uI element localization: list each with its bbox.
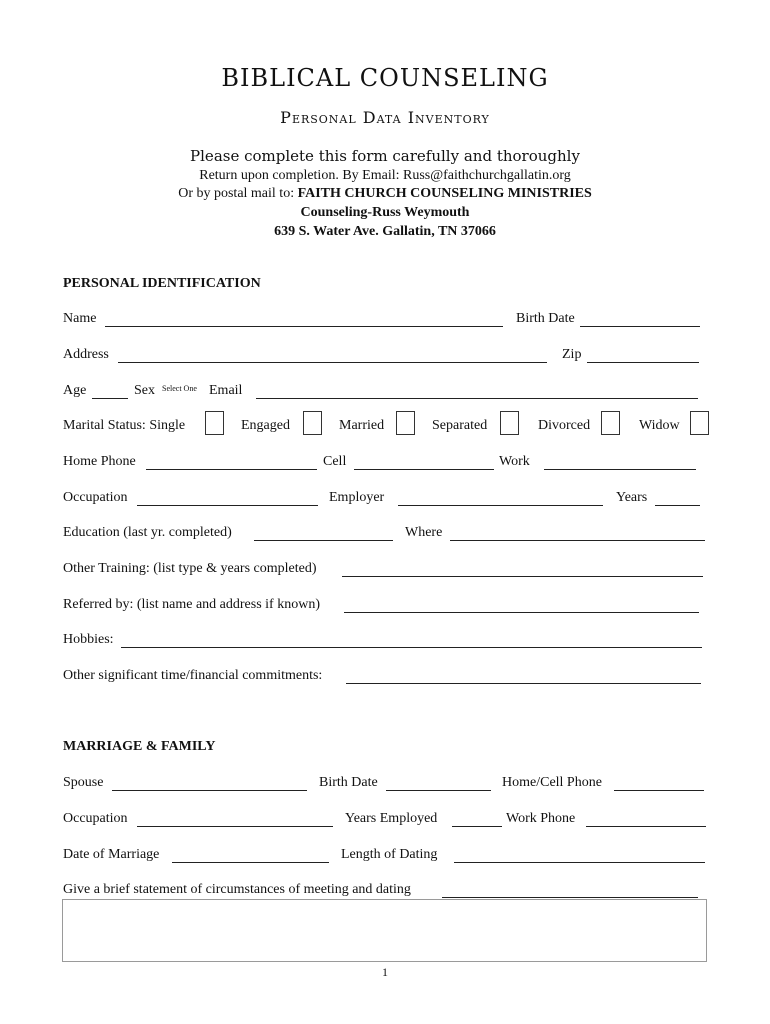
- address-line: 639 S. Water Ave. Gallatin, TN 37066: [274, 224, 496, 239]
- employer-field[interactable]: [398, 505, 603, 506]
- work-phone-label: Work Phone: [506, 811, 576, 826]
- name-field[interactable]: [105, 326, 503, 327]
- section-marriage-family: MARRIAGE & FAMILY: [63, 739, 216, 754]
- spouse-field[interactable]: [112, 790, 307, 791]
- postal-org: FAITH CHURCH COUNSELING MINISTRIES: [297, 186, 592, 201]
- spouse-birth-date-field[interactable]: [386, 790, 491, 791]
- birth-date-field[interactable]: [580, 326, 700, 327]
- marital-option-widow: Widow: [639, 418, 680, 433]
- form-subtitle: Personal Data Inventory: [280, 108, 490, 127]
- years-employed-field[interactable]: [452, 826, 502, 827]
- other-training-field[interactable]: [342, 576, 703, 577]
- cell-label: Cell: [323, 454, 347, 469]
- length-of-dating-label: Length of Dating: [341, 847, 438, 862]
- address-label: Address: [63, 347, 109, 362]
- cell-field[interactable]: [354, 469, 494, 470]
- occupation-label: Occupation: [63, 490, 128, 505]
- form-instruction: Please complete this form carefully and thoroughly: [190, 147, 580, 165]
- email-label: Email: [209, 383, 243, 398]
- return-line: Return upon completion. By Email: Russ@faithchurchgallatin.org: [199, 168, 571, 183]
- hobbies-field[interactable]: [121, 647, 702, 648]
- sex-label: Sex: [134, 383, 155, 398]
- marital-status-label: Marital Status: Single: [63, 418, 186, 433]
- contact-line: Counseling-Russ Weymouth: [300, 205, 470, 220]
- referred-by-field[interactable]: [344, 612, 699, 613]
- other-training-label: Other Training: (list type & years completed): [63, 561, 317, 576]
- marital-option-married: Married: [339, 418, 385, 433]
- page-number: 1: [382, 965, 388, 979]
- sex-select[interactable]: Select One: [162, 384, 197, 393]
- commitments-label: Other significant time/financial commitments:: [63, 668, 323, 683]
- checkbox-married[interactable]: [396, 411, 415, 435]
- postal-prefix: Or by postal mail to:: [178, 186, 298, 201]
- years-field[interactable]: [655, 505, 700, 506]
- checkbox-single[interactable]: [205, 411, 224, 435]
- spouse-phone-label: Home/Cell Phone: [502, 775, 602, 790]
- marital-option-divorced: Divorced: [538, 418, 591, 433]
- education-label: Education (last yr. completed): [63, 525, 232, 540]
- occupation-field[interactable]: [137, 505, 318, 506]
- statement-textarea[interactable]: [62, 899, 707, 962]
- spouse-phone-field[interactable]: [614, 790, 704, 791]
- form-title: BIBLICAL COUNSELING: [221, 64, 549, 92]
- length-of-dating-field[interactable]: [454, 862, 705, 863]
- marital-option-separated: Separated: [432, 418, 488, 433]
- spouse-occupation-field[interactable]: [137, 826, 333, 827]
- spouse-occupation-label: Occupation: [63, 811, 128, 826]
- home-phone-field[interactable]: [146, 469, 317, 470]
- name-label: Name: [63, 311, 97, 326]
- where-label: Where: [405, 525, 443, 540]
- statement-label: Give a brief statement of circumstances of meeting and dating: [63, 882, 411, 897]
- work-phone-field[interactable]: [586, 826, 706, 827]
- address-field[interactable]: [118, 362, 547, 363]
- age-field[interactable]: [92, 398, 128, 399]
- section-personal-identification: PERSONAL IDENTIFICATION: [63, 276, 261, 291]
- work-field[interactable]: [544, 469, 696, 470]
- birth-date-label: Birth Date: [516, 311, 575, 326]
- work-label: Work: [499, 454, 530, 469]
- checkbox-engaged[interactable]: [303, 411, 322, 435]
- education-field[interactable]: [254, 540, 393, 541]
- spouse-birth-date-label: Birth Date: [319, 775, 378, 790]
- years-label: Years: [616, 490, 648, 505]
- checkbox-widow[interactable]: [690, 411, 709, 435]
- date-of-marriage-field[interactable]: [172, 862, 329, 863]
- zip-label: Zip: [562, 347, 582, 362]
- commitments-field[interactable]: [346, 683, 701, 684]
- years-employed-label: Years Employed: [345, 811, 438, 826]
- postal-line: [0, 186, 770, 202]
- email-field[interactable]: [256, 398, 698, 399]
- home-phone-label: Home Phone: [63, 454, 136, 469]
- employer-label: Employer: [329, 490, 385, 505]
- date-of-marriage-label: Date of Marriage: [63, 847, 160, 862]
- where-field[interactable]: [450, 540, 705, 541]
- checkbox-divorced[interactable]: [601, 411, 620, 435]
- checkbox-separated[interactable]: [500, 411, 519, 435]
- referred-by-label: Referred by: (list name and address if known): [63, 597, 320, 612]
- age-label: Age: [63, 383, 87, 398]
- zip-field[interactable]: [587, 362, 699, 363]
- marital-option-engaged: Engaged: [241, 418, 290, 433]
- spouse-label: Spouse: [63, 775, 104, 790]
- hobbies-label: Hobbies:: [63, 632, 114, 647]
- statement-line: [442, 897, 698, 898]
